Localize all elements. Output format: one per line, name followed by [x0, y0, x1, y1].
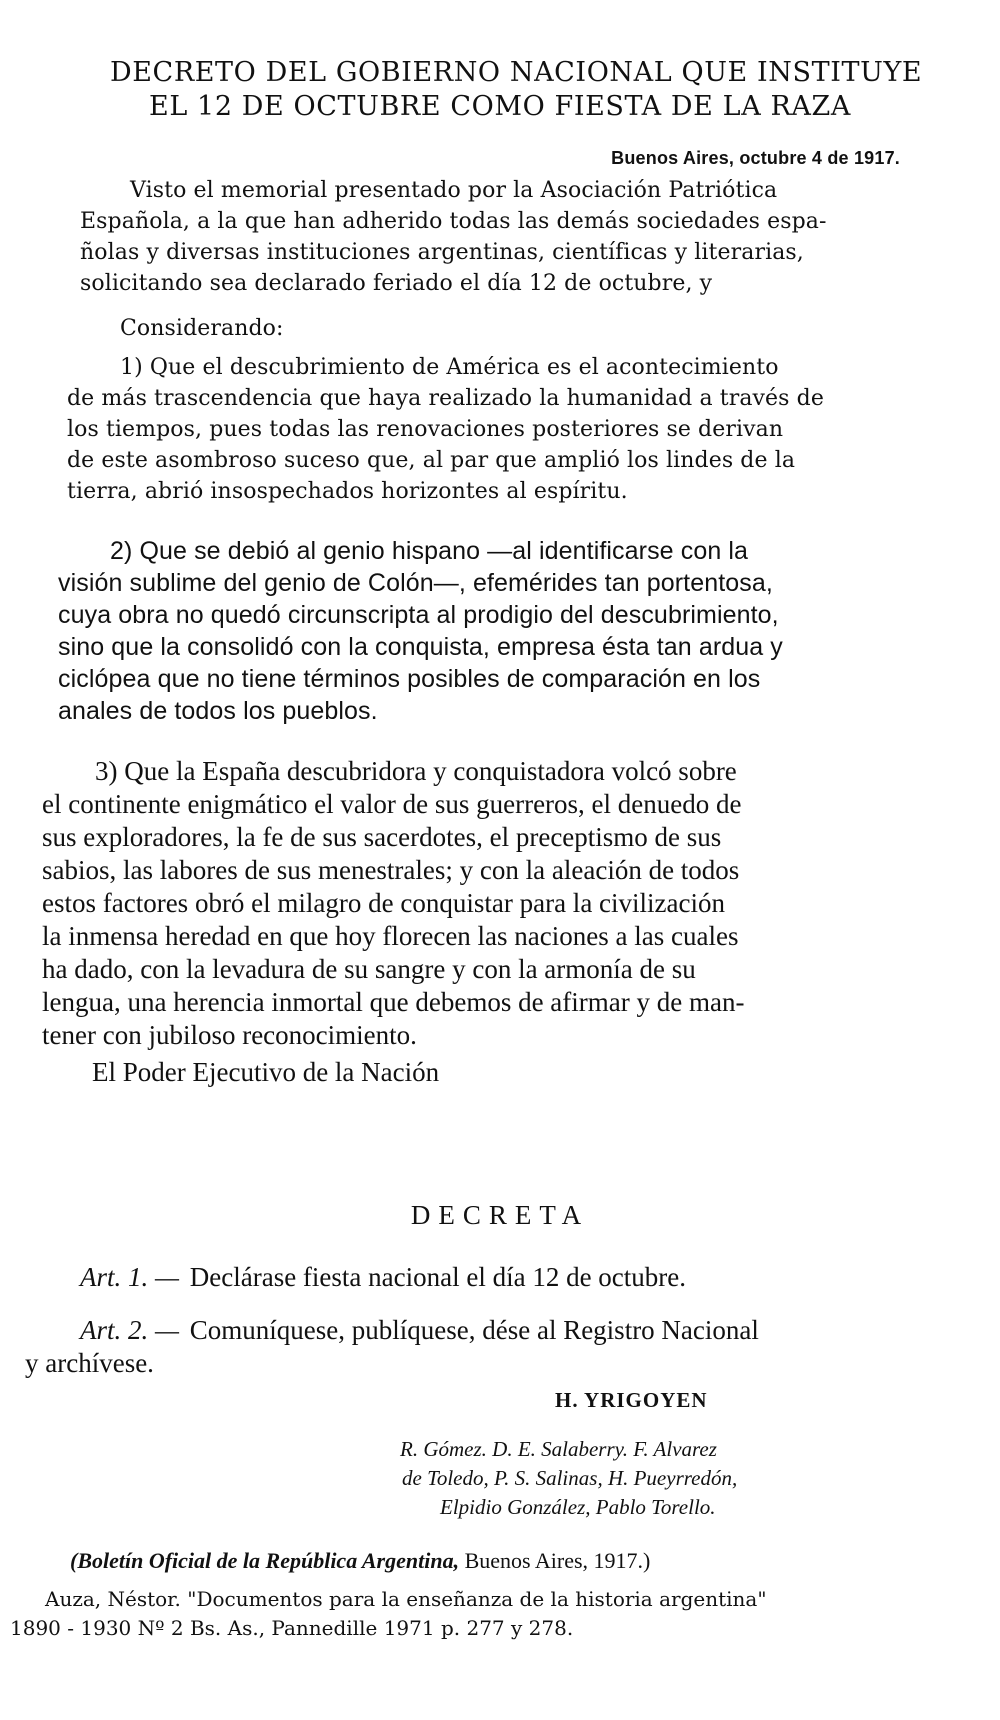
article-2-text: Comuníquese, publíquese, dése al Registro Nacional — [189, 1315, 759, 1345]
dateline: Buenos Aires, octubre 4 de 1917. — [611, 148, 900, 168]
consideration-2-line: anales de todos los pueblos. — [58, 697, 378, 725]
article-2 — [80, 1315, 759, 1346]
minister-line: R. Gómez. D. E. Salaberry. F. Alvarez — [400, 1437, 717, 1461]
consideration-2-line: 2) Que se debió al genio hispano —al identificarse con la — [110, 537, 749, 565]
consideration-1-line: de más trascendencia que haya realizado la humanidad a través de — [67, 386, 824, 411]
consideration-2-line: cuya obra no quedó circunscripta al prodigio del descubrimiento, — [58, 601, 779, 629]
consideration-2-line: visión sublime del genio de Colón—, efemérides tan portentosa, — [58, 569, 773, 597]
consideration-1-line: 1) Que el descubrimiento de América es el acontecimiento — [120, 355, 779, 380]
consideration-2-line: ciclópea que no tiene términos posibles de comparación en los — [58, 665, 761, 693]
article-1 — [80, 1262, 686, 1293]
consideration-1-line: de este asombroso suceso que, al par que amplió los lindes de la — [67, 448, 796, 473]
article-2-continuation: y archívese. — [25, 1348, 154, 1378]
document-title-line-2: EL 12 DE OCTUBRE COMO FIESTA DE LA RAZA — [149, 91, 851, 122]
article-2-label: Art. 2. — — [80, 1315, 180, 1345]
decreta-heading: DECRETA — [410, 1200, 590, 1230]
citation-line: 1890 - 1930 Nº 2 Bs. As., Pannedille 1971 p. 277 y 278. — [10, 1616, 574, 1640]
consideration-1-line: tierra, abrió insospechados horizontes al espíritu. — [67, 479, 628, 504]
preamble-line: ñolas y diversas instituciones argentinas, científicas y literarias, — [80, 240, 804, 265]
minister-line: de Toledo, P. S. Salinas, H. Pueyrredón, — [402, 1466, 738, 1490]
preamble-line: solicitando sea declarado feriado el día 12 de octubre, y — [80, 271, 713, 296]
article-1-label: Art. 1. — — [80, 1262, 180, 1292]
article-1-text: Declárase fiesta nacional el día 12 de octubre. — [189, 1262, 687, 1292]
source-note — [70, 1548, 650, 1574]
consideration-2-line: sino que la consolidó con la conquista, empresa ésta tan ardua y — [58, 633, 783, 661]
consideration-3-line: sabios, las labores de sus menestrales; y con la aleación de todos — [42, 855, 740, 885]
source-publication: (Boletín Oficial de la República Argentina, — [70, 1548, 460, 1573]
preamble-line: Visto el memorial presentado por la Asociación Patriótica — [130, 178, 778, 203]
preamble-line: Española, a la que han adherido todas las demás sociedades espa- — [80, 209, 827, 234]
document-title-line-1: DECRETO DEL GOBIERNO NACIONAL QUE INSTITUYE — [110, 57, 923, 88]
consideration-3-line: tener con jubiloso reconocimiento. — [42, 1020, 417, 1050]
source-place-date: Buenos Aires, 1917.) — [464, 1548, 651, 1573]
signatory: H. YRIGOYEN — [555, 1388, 708, 1412]
executive-line: El Poder Ejecutivo de la Nación — [92, 1057, 440, 1087]
consideration-1-line: los tiempos, pues todas las renovaciones posteriores se derivan — [67, 417, 784, 442]
consideration-3-line: 3) Que la España descubridora y conquistadora volcó sobre — [95, 756, 737, 786]
consideration-3-line: la inmensa heredad en que hoy florecen las naciones a las cuales — [42, 921, 739, 951]
consideration-3-line: lengua, una herencia inmortal que debemos de afirmar y de man- — [42, 987, 745, 1017]
consideration-3-line: sus exploradores, la fe de sus sacerdotes, el preceptismo de sus — [42, 822, 722, 852]
consideration-3-line: estos factores obró el milagro de conquistar para la civilización — [42, 888, 725, 918]
minister-line: Elpidio González, Pablo Torello. — [440, 1495, 716, 1519]
consideration-3-line: el continente enigmático el valor de sus guerreros, el denuedo de — [42, 789, 742, 819]
consideration-3-line: ha dado, con la levadura de su sangre y con la armonía de su — [42, 954, 696, 984]
citation-line: Auza, Néstor. "Documentos para la enseñanza de la historia argentina" — [45, 1587, 767, 1611]
considerando-label: Considerando: — [120, 316, 284, 341]
